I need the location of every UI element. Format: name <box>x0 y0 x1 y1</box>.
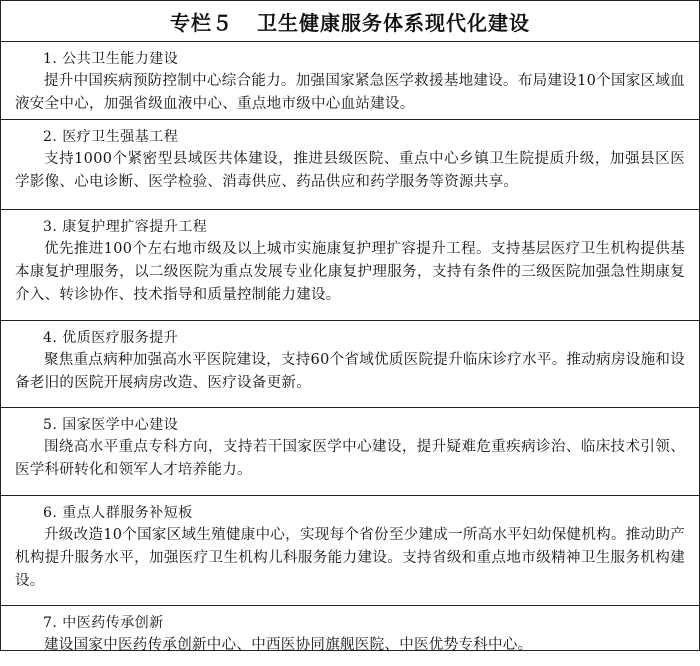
section-tcm-innovation <box>1 606 699 666</box>
section-body: 围绕高水平重点专科方向，支持若干国家医学中心建设，提升疑难危重疾病诊治、临床技术引领、医学科研转化和领军人才培养能力。 <box>15 439 685 478</box>
section-quality-medical-services <box>1 321 699 408</box>
section-heading: 7. 中医药传承创新 <box>43 615 164 631</box>
feature-box-title: 卫生健康服务体系现代化建设 <box>257 10 530 35</box>
section-body: 建设国家中医药传承创新中心、中西医协同旗舰医院、中医优势专科中心。 <box>44 637 533 653</box>
section-heading: 2. 医疗卫生强基工程 <box>43 129 179 145</box>
feature-box-header <box>1 1 699 42</box>
section-body: 支持1000个紧密型县域医共体建设，推进县级医院、重点中心乡镇卫生院提质升级，加强县区医学影像、心电诊断、医学检验、消毒供应、药品供应和药学服务等资源共享。 <box>15 151 685 190</box>
section-heading: 5. 国家医学中心建设 <box>43 417 179 433</box>
section-key-population-services <box>1 496 699 606</box>
section-grassroots-strengthening <box>1 120 699 210</box>
section-heading: 3. 康复护理扩容提升工程 <box>43 219 208 235</box>
section-public-health-capacity <box>1 42 699 120</box>
section-rehab-nursing-expansion <box>1 210 699 321</box>
section-body: 聚焦重点病种加强高水平医院建设，支持60个省域优质医院提升临床诊疗水平。推动病房设施和设备老旧的医院开展病房改造、医疗设备更新。 <box>15 352 685 391</box>
section-body: 优先推进100个左右地市级及以上城市实施康复护理扩容提升工程。支持基层医疗卫生机构提供基本康复护理服务，以二级医院为重点发展专业化康复护理服务，支持有条件的三级医院加强急性期康复介入、转诊协作、技术指导和质量控制能力建设。 <box>15 241 685 303</box>
section-heading: 4. 优质医疗服务提升 <box>43 330 179 346</box>
section-body: 提升中国疾病预防控制中心综合能力。加强国家紧急医学救援基地建设。布局建设10个国家区域血液安全中心，加强省级血液中心、重点地市级中心血站建设。 <box>15 73 685 112</box>
section-body: 升级改造10个国家区域生殖健康中心，实现每个省份至少建成一所高水平妇幼保健机构。推动助产机构提升服务水平，加强医疗卫生机构儿科服务能力建设。支持省级和重点地市级精神卫生服务机构建设。 <box>15 527 685 589</box>
section-national-medical-centers <box>1 408 699 496</box>
feature-box-label: 专栏５ <box>170 10 233 35</box>
section-heading: 6. 重点人群服务补短板 <box>43 505 193 521</box>
section-heading: 1. 公共卫生能力建设 <box>43 51 179 67</box>
